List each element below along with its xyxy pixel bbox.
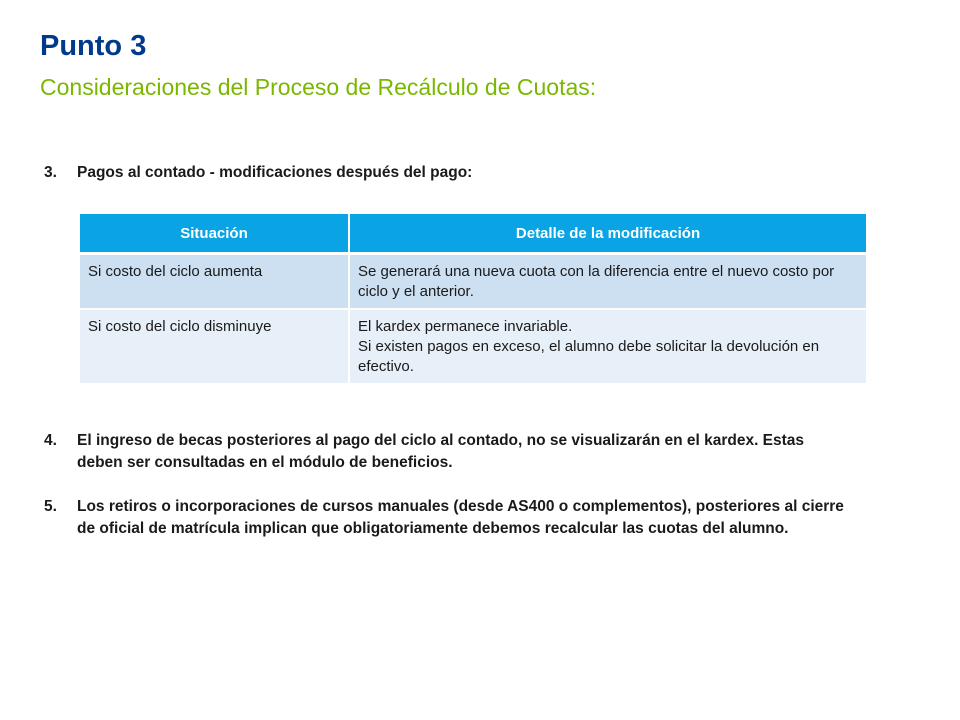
table-row [80,309,866,383]
list-item-number: 4. [44,432,57,449]
modification-table [80,214,866,383]
list-item-text: Pagos al contado - modificaciones después del pago: [77,164,473,181]
list-item-3 [44,162,844,184]
page-title: Punto 3 [40,30,147,62]
cell-detalle-line: Si existen pagos en exceso, el alumno debe solicitar la devolución en efectivo. [358,338,820,375]
cell-detalle-line: El kardex permanece invariable. [358,318,573,335]
column-header-situacion: Situación [80,214,349,254]
list-item-5 [44,496,844,540]
list-item-number: 5. [44,498,57,515]
list-item-4 [44,430,844,474]
page-subtitle: Consideraciones del Proceso de Recálculo de Cuotas: [40,74,597,100]
list-item-number: 3. [44,164,57,181]
cell-situacion: Si costo del ciclo aumenta [80,254,349,310]
list-item-text: El ingreso de becas posteriores al pago del ciclo al contado, no se visualizarán en el kardex. Estas deben ser consultadas en el módulo de beneficios. [77,432,805,471]
list-item-text: Los retiros o incorporaciones de cursos manuales (desde AS400 o complementos), posteriores al cierre de oficial de matrícula implican que obligatoriamente debemos recalcular las cuotas del alumno. [77,498,844,537]
column-header-detalle: Detalle de la modificación [349,214,866,254]
cell-detalle [349,309,866,383]
cell-detalle [349,254,866,310]
cell-situacion: Si costo del ciclo disminuye [80,309,349,383]
table-header-row [80,214,866,254]
table-row [80,254,866,310]
cell-detalle-line: Se generará una nueva cuota con la diferencia entre el nuevo costo por ciclo y el anterior. [358,263,835,300]
